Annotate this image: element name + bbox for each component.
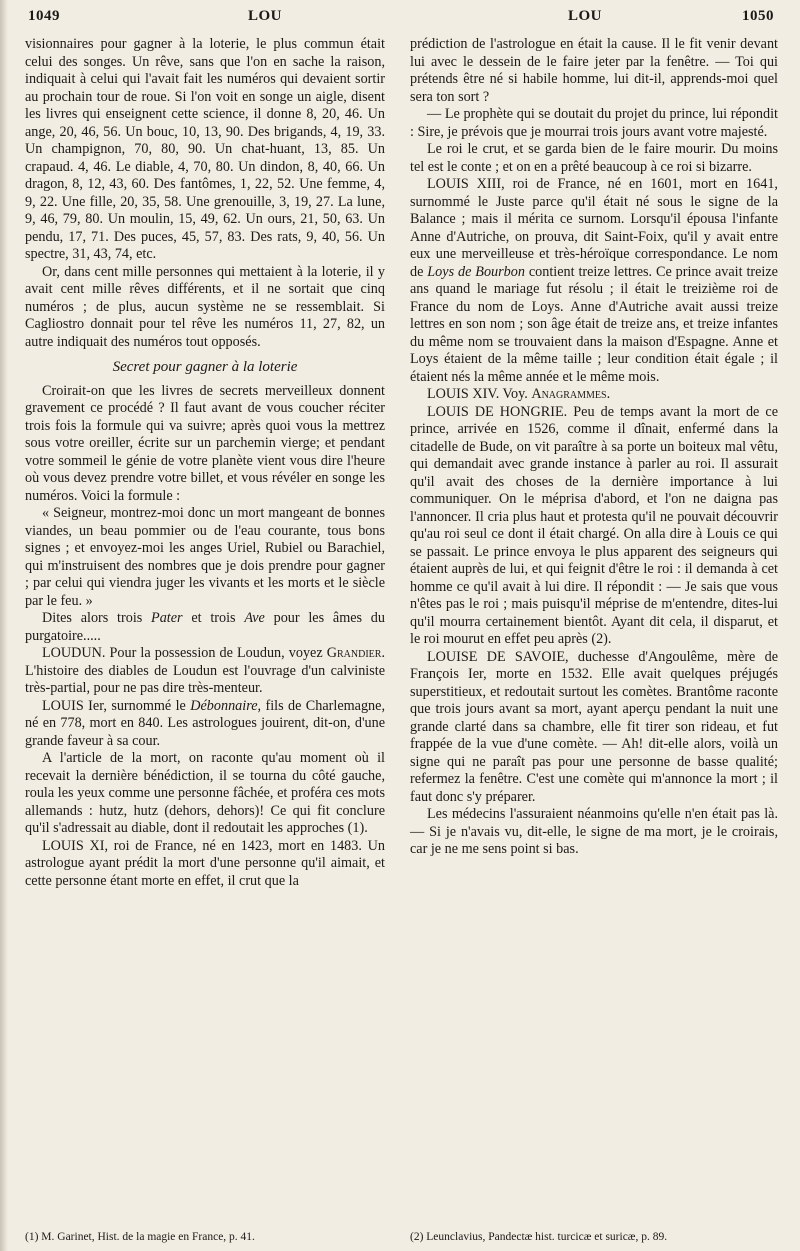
cross-reference: Grandier. [326,645,385,661]
paragraph: Le roi le crut, et se garda bien de le faire mourir. Du moins tel est le conte ; et on en a prêté beaucoup à ce roi si bizarre. [410,141,778,175]
right-running-head: LOU [568,8,603,24]
page-gutter-shadow [0,0,8,1251]
italic-term: Ave [244,610,265,626]
paragraph-formula: « Seigneur, montrez-moi donc un mort mangeant de bonnes viandes, un beau pommier ou de l'eau courante, tous bons signes ; et envoyez-moi les anges Uriel, Rubiel ou Barachiel, qui m'instruisent des nombres que je dois prendre pour gagner ; par celui qui viendra juger les vivants et les morts et le siècle par le feu. » [25,505,385,609]
section-title: Secret pour gagner à la loterie [112,359,298,375]
text-run: pour les âmes du purgatoire..... [25,610,385,644]
paragraph: Croirait-on que les livres de secrets merveilleux donnent gravement ce procédé ? Il faut avant de vous coucher réciter trois fois la formule qui va suivre; après quoi vous la mettrez sous votre oreiller, écrite sur un parchemin vierge; et pendant votre sommeil le génie de votre planète vient vous dire l'heure où vous devez prendre votre billet, et vous révéler en songe les numéros. Voici la formule : [25,382,385,504]
text-run: surnommé le [106,697,191,714]
entry-louis-11 [25,838,385,891]
text-run: Pour la possession de Loudun, voyez [105,645,327,661]
paragraph [25,610,385,645]
right-page-number: 1050 [742,8,774,24]
text-run: roi de France, né en 1601, mort en 1641, surnommé le Juste parce qu'il était né sous le signe de la Balance ; mais il mérita ce surnom. Lorsqu'il épousa l'infante Anne d'Autriche, on prouva, dit Saint-Foix, qu'il y avait entre eux une merveilleuse et très-héroïque correspondance. Le nom de [410,176,778,280]
text-run: et trois [182,610,245,626]
entry-headword: LOUIS XIV. [427,386,500,402]
paragraph: A l'article de la mort, on raconte qu'au moment où il recevait la dernière bénédiction, il se tourna du côté gauche, roula les yeux comme une personne fâchée, et proféra ces mots allemands : hutz, hutz (dehors, dehors)! Ce qui fit conclure qu'il s'adressait au diable, dont il redoutait les approches (1). [25,750,385,836]
right-column [410,36,778,859]
entry-louis-1 [25,698,385,751]
text-run: contient treize lettres. Ce prince avait treize ans quand le mariage fut résolu ; il était le treizième roi de France du nom de Loys. Anne d'Autriche avait aussi treize lettres en son nom ; son âge était de treize ans, et treize infantes du même nom se trouvaient dans la maison d'Espagne. Anne et Loys étaient de la même taille ; leur condition était égale ; il étaient nés la même année et le même mois. [410,263,778,385]
entry-headword: LOUISE DE SAVOIE, [427,648,569,665]
paragraph: — Le prophète qui se doutait du projet du prince, lui répondit : Sire, je prévois que je mourrai trois jours avant votre majesté. [410,106,778,140]
entry-louis-de-hongrie [410,404,778,649]
cross-reference: Anagrammes. [531,386,611,402]
entry-louise-de-savoie [410,649,778,807]
paragraph: visionnaires pour gagner à la loterie, le plus commun était celui des songes. Un rêve, sans que l'on en sache la raison, indiquait à celui qui l'avait fait les numéros qui devaient sortir au prochain tour de roue. Si l'on voit en songe un aigle, disent les livres qui enseignent cette science, il donne 8, 20, 46. Un ange, 20, 46, 56. Un bouc, 10, 13, 90. Des brigands, 4, 19, 33. Un champignon, 70, 80, 90. Un chat-huant, 13, 85. Un crapaud. 4, 46. Le diable, 4, 70, 80. Un dindon, 8, 40, 66. Un dragon, 8, 12, 43, 60. Des fantômes, 1, 22, 52. Une femme, 4, 9, 22. Une fille, 20, 35, 58. Une grenouille, 3, 19, 27. La lune, 9, 46, 79, 80. Un moulin, 15, 49, 62. Un ours, 21, 50, 63. Un pendu, 17, 71. Des puces, 45, 57, 83. Des rats, 9, 40, 56. Un spectre, 31, 43, 74, etc. [25,36,385,262]
paragraph: Or, dans cent mille personnes qui mettaient à la loterie, il y avait cent mille rêves différents, et il ne sortait que cinq numéros ; de plus, aucun système ne se ressemblait. Si Cagliostro donnait pour tel rêve les numéros 11, 27, 82, un autre indiquait des numéros tout opposés. [25,263,385,350]
text-run: roi de France, né en 1423, mort en 1483. Un astrologue ayant prédit la mort d'une personne qu'il aimait, et cette personne étant morte en effet, il crut que la [25,837,385,889]
entry-headword: LOUIS XI, [42,837,109,854]
footnote-left: (1) M. Garinet, Hist. de la magie en France, p. 41. [25,1231,255,1243]
paragraph: Les médecins l'assuraient néanmoins qu'elle n'en était pas là. — Si je n'avais vu, dit-elle, le signe de ma mort, je le croirais, car je ne me sens point si bas. [410,806,778,857]
italic-term: Loys de Bourbon [427,263,525,280]
entry-loudun [25,645,385,698]
text-run: Voy. [499,386,532,402]
paragraph: prédiction de l'astrologue en était la cause. Il le fit venir devant lui avec le dessein de le faire jeter par la fenêtre. — Toi qui prétends être né si habile homme, lui dit-il, apprends-moi quel sera ton sort ? [410,36,778,105]
italic-term: Débonnaire [190,697,258,714]
footnote-right: (2) Leunclavius, Pandectæ hist. turcicæ et suricæ, p. 89. [410,1231,668,1243]
text-run: Peu de temps avant la mort de ce prince, arrivée en 1526, comme il dînait, enfermé dans la citadelle de Bude, on vit paraître à sa porte un boiteux mal vêtu, qui demandait avec grande instance à parler au roi. Il assurait qu'il avait des choses de la dernière importance à lui communiquer. On le méprisa d'abord, et l'on ne daigna pas l'annoncer. Il cria plus haut et protesta qu'il ne pouvait découvrir qu'au roi seul ce dont il était chargé. On alla dire à Louis ce qui se passait. Le prince envoya le plus apparent des seigneurs qui étaient auprès de lui, et qui feignit d'être le roi : il demanda à cet homme ce qu'il avait à lui dire. Il répondit : — Je sais que vous n'êtes pas le roi ; mais puisqu'il méprise de m'entendre, dites-lui qu'il mourra certainement bientôt. Ayant dit cela, il disparut, et le roi mourut en effet peu après (2). [410,403,778,647]
entry-headword: LOUDUN. [42,645,106,661]
left-running-head: LOU [248,8,283,24]
text-run: Dites alors trois [42,610,152,626]
left-column [25,36,385,890]
entry-louis-13 [410,176,778,386]
entry-headword: LOUIS XIII, [427,176,505,192]
entry-headword: LOUIS Ier, [42,697,107,714]
text-run: L'histoire des diables de Loudun est l'ouvrage d'un calviniste très-partial, pour ne pas dire très-menteur. [25,662,385,696]
text-run: duchesse d'Angoulême, mère de François Ier, morte en 1532. Elle avait quelques préjugés superstitieux, et redoutait surtout les comètes. Brantôme raconte que trois jours avant sa mort, ayant aperçu pendant la nuit une grande clarté dans sa chambre, elle fit tirer son rideau, et fut frappée de la vue d'une comète. — Ah! dit-elle alors, voilà un signe qui ne paraît pas pour une personne de basse qualité; refermez la fenêtre. C'est une comète qui m'annonce la mort ; il faut donc s'y préparer. [410,648,778,805]
text-run: , fils de Charlemagne, né en 778, mort en 840. Les astrologues jouirent, dit-on, d'une grande faveur à sa cour. [25,697,385,749]
italic-term: Pater [151,610,183,626]
entry-headword: LOUIS DE HONGRIE. [427,403,568,420]
entry-louis-14 [410,386,778,404]
left-page-number: 1049 [28,8,60,24]
